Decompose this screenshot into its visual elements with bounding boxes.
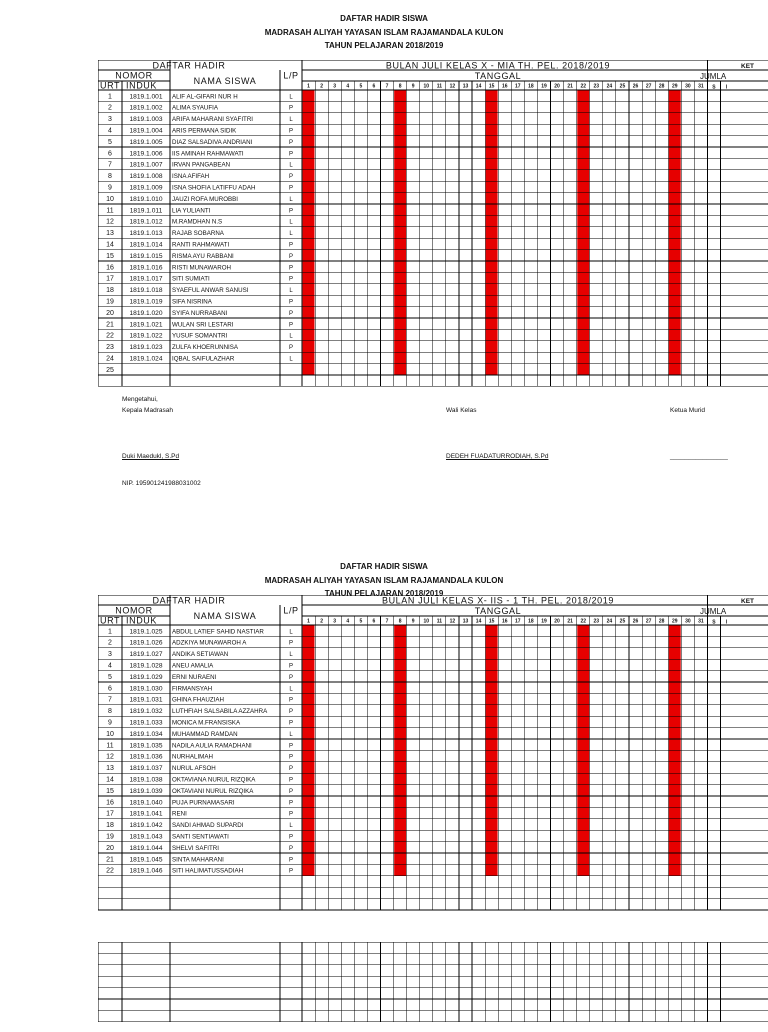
student-name: ADZKIYA MUNAWAROH A: [172, 639, 247, 647]
day-number: 1: [307, 618, 310, 625]
student-nis: 1819.1.026: [129, 639, 163, 647]
student-urt: 6: [108, 685, 112, 693]
attendance-table-3: [98, 942, 768, 1032]
student-name: SANDI AHMAD SUPARDI: [172, 822, 244, 830]
student-lp: P: [288, 777, 294, 784]
header-i: I: [725, 619, 728, 626]
student-nis: 1819.1.001: [129, 93, 163, 101]
day-number: 23: [593, 618, 600, 625]
header-daftar-hadir: DAFTAR HADIR: [152, 60, 226, 71]
header-induk: INDUK: [126, 615, 158, 626]
student-lp: P: [288, 674, 294, 681]
sig-mengetahui: Mengetahui,: [122, 396, 158, 403]
student-urt: 15: [106, 252, 114, 260]
student-lp: P: [288, 208, 294, 215]
student-lp: P: [288, 845, 294, 852]
student-name: JAUZI ROFA MUROBBI: [172, 195, 239, 203]
student-lp: P: [288, 345, 294, 352]
header-lp: L/P: [283, 70, 299, 81]
student-nis: 1819.1.022: [129, 332, 163, 340]
student-urt: 6: [108, 150, 112, 158]
student-urt: 19: [106, 833, 114, 841]
student-nis: 1819.1.042: [129, 822, 163, 830]
day-number: 26: [632, 618, 639, 625]
day-number: 13: [462, 618, 469, 625]
student-lp: L: [289, 231, 293, 238]
student-lp: P: [288, 265, 294, 272]
day-number: 2: [320, 618, 324, 625]
student-lp: L: [289, 731, 293, 738]
day-number: 4: [346, 83, 350, 90]
student-name: YUSUF SOMANTRI: [172, 332, 228, 340]
student-nis: 1819.1.020: [129, 309, 163, 317]
student-urt: 18: [106, 822, 114, 830]
header-tanggal: TANGGAL: [474, 606, 522, 616]
student-urt: 18: [106, 287, 114, 295]
student-nis: 1819.1.031: [129, 696, 163, 704]
student-name: SHELVI SAFITRI: [172, 844, 219, 852]
day-number: 25: [619, 618, 626, 625]
student-name: GHINA FHAUZIAH: [172, 696, 224, 704]
day-number: 15: [488, 83, 495, 90]
student-lp: L: [289, 219, 293, 226]
header-lp: L/P: [283, 605, 299, 616]
student-name: ZULFA KHOERUNNISA: [172, 344, 239, 352]
day-number: 2: [320, 83, 324, 90]
student-nis: 1819.1.038: [129, 776, 163, 784]
student-lp: P: [288, 788, 294, 795]
student-urt: 2: [108, 639, 112, 647]
student-name: LUTHFIAH SALSABILA AZZAHRA: [172, 708, 268, 716]
student-urt: 22: [106, 867, 114, 875]
student-name: SIFA NISRINA: [172, 298, 212, 306]
day-number: 17: [515, 618, 521, 625]
student-name: NURHALIMAH: [172, 753, 213, 761]
student-urt: 1: [108, 93, 112, 101]
student-urt: 16: [106, 799, 114, 807]
header-urt: URT: [100, 615, 121, 626]
header-tanggal: TANGGAL: [474, 71, 522, 81]
student-urt: 7: [108, 161, 112, 169]
student-name: RISTI MUNAWAROH: [172, 264, 232, 272]
sig-nip: NIP. 195901241988031002: [122, 480, 201, 487]
day-number: 15: [488, 618, 495, 625]
student-lp: P: [288, 242, 294, 249]
student-name: ISNA AFIFAH: [172, 173, 210, 181]
day-number: 7: [385, 83, 389, 90]
student-name: SANTI SENTIAWATI: [172, 833, 229, 841]
day-number: 3: [333, 83, 337, 90]
sig-kepala-title: Kepala Madrasah: [122, 407, 173, 414]
day-number: 4: [346, 618, 350, 625]
student-urt: 11: [106, 207, 114, 215]
student-urt: 14: [106, 776, 114, 784]
header-daftar-hadir: DAFTAR HADIR: [152, 595, 226, 606]
student-urt: 19: [106, 298, 114, 306]
student-name: ISNA SHOFIA LATIFFU ADAH: [172, 184, 256, 192]
header-bulan: BULAN JULI KELAS X- IIS - 1 TH. PEL. 2018/2019: [381, 595, 615, 606]
student-name: NADILA AULIA RAMADHANI: [172, 742, 252, 750]
student-lp: L: [289, 629, 293, 636]
header-s: S: [712, 84, 716, 91]
student-nis: 1819.1.043: [129, 833, 163, 841]
student-lp: P: [288, 310, 294, 317]
student-name: RAJAB SOBARNA: [172, 230, 224, 238]
school-year: TAHUN PELAJARAN 2018/2019: [324, 41, 444, 50]
day-number: 5: [359, 618, 363, 625]
student-urt: 10: [106, 730, 114, 738]
student-name: SYAEFUL ANWAR SANUSI: [172, 287, 249, 295]
student-lp: P: [288, 766, 294, 773]
student-name: LIA YULIANTI: [172, 207, 211, 215]
student-name: SYIFA NURRABANI: [172, 309, 228, 317]
student-name: OKTAVIANA NURUL RIZQIKA: [172, 776, 256, 784]
student-name: SITI SUMIATI: [172, 275, 210, 283]
student-lp: P: [288, 868, 294, 875]
student-nis: 1819.1.025: [129, 628, 163, 636]
day-number: 11: [436, 83, 442, 90]
student-urt: 14: [106, 241, 114, 249]
sig-ketua-name: ________________: [670, 453, 728, 460]
student-lp: P: [288, 139, 294, 146]
student-lp: L: [289, 196, 293, 203]
student-lp: L: [289, 652, 293, 659]
holiday-column: [577, 90, 589, 375]
student-name: IQBAL SAIFULAZHAR: [172, 355, 235, 363]
day-number: 5: [359, 83, 363, 90]
header-urt: URT: [100, 80, 121, 91]
student-name: NURUL AFSOH: [172, 765, 216, 773]
student-urt: 4: [108, 662, 112, 670]
day-number: 24: [606, 618, 613, 625]
student-urt: 8: [108, 708, 112, 716]
sig-wali-name: DEDEH FUADATURRODIAH, S.Pd: [446, 453, 549, 460]
day-number: 24: [606, 83, 613, 90]
student-urt: 24: [106, 355, 114, 363]
header-induk: INDUK: [126, 80, 158, 91]
student-nis: 1819.1.029: [129, 673, 163, 681]
student-lp: L: [289, 94, 293, 101]
student-name: ABDUL LATIEF SAHID NASTIAR: [172, 628, 264, 636]
student-urt: 1: [108, 628, 112, 636]
student-lp: P: [288, 151, 294, 158]
attendance-table-1: [98, 60, 768, 400]
day-number: 28: [658, 83, 665, 90]
student-nis: 1819.1.002: [129, 104, 163, 112]
day-number: 29: [671, 83, 678, 90]
day-number: 30: [685, 618, 691, 625]
day-number: 7: [385, 618, 389, 625]
day-number: 22: [580, 618, 587, 625]
student-nis: 1819.1.018: [129, 287, 163, 295]
sig-ketua-title: Ketua Murid: [670, 407, 706, 414]
student-urt: 17: [106, 810, 114, 818]
student-lp: P: [288, 128, 294, 135]
day-number: 17: [515, 83, 521, 90]
student-nis: 1819.1.039: [129, 787, 163, 795]
day-number: 11: [436, 618, 442, 625]
student-urt: 5: [108, 673, 112, 681]
day-number: 27: [645, 618, 652, 625]
student-lp: P: [288, 640, 294, 647]
day-number: 20: [554, 618, 560, 625]
day-number: 28: [658, 618, 665, 625]
holiday-column: [486, 90, 498, 375]
student-nis: 1819.1.044: [129, 844, 163, 852]
student-nis: 1819.1.007: [129, 161, 163, 169]
day-number: 21: [567, 83, 573, 90]
student-urt: 20: [106, 309, 114, 317]
day-number: 20: [554, 83, 560, 90]
student-lp: P: [288, 253, 294, 260]
student-name: M.RAMDHAN N.S: [172, 218, 223, 226]
title-block-1: [0, 12, 768, 53]
student-nis: 1819.1.009: [129, 184, 163, 192]
student-name: RANTI RAHMAWATI: [172, 241, 230, 249]
student-urt: 13: [106, 230, 114, 238]
student-urt: 13: [106, 765, 114, 773]
student-name: MONICA M.FRANSISKA: [172, 719, 241, 727]
student-name: OKTAVIANI NURUL RIZQIKA: [172, 787, 254, 795]
student-lp: P: [288, 709, 294, 716]
student-lp: L: [289, 686, 293, 693]
student-urt: 9: [108, 184, 112, 192]
student-name: SITI HALIMATUSSADIAH: [172, 867, 244, 875]
day-number: 6: [372, 618, 376, 625]
student-nis: 1819.1.035: [129, 742, 163, 750]
student-lp: P: [288, 174, 294, 181]
student-lp: P: [288, 276, 294, 283]
student-name: ALIF AL-GIFARI NUR H: [172, 93, 238, 101]
student-nis: 1819.1.005: [129, 138, 163, 146]
day-number: 14: [475, 618, 482, 625]
header-i: I: [725, 84, 728, 91]
student-name: FIRMANSYAH: [172, 685, 213, 693]
day-number: 10: [423, 83, 430, 90]
attendance-table-2: [98, 595, 768, 935]
student-lp: P: [288, 299, 294, 306]
student-urt: 12: [106, 753, 114, 761]
student-name: IRVAN PANGABEAN: [172, 161, 231, 169]
student-urt: 11: [106, 742, 114, 750]
student-urt: 2: [108, 104, 112, 112]
student-nis: 1819.1.019: [129, 298, 163, 306]
day-number: 19: [541, 618, 547, 625]
student-lp: P: [288, 857, 294, 864]
student-nis: 1819.1.037: [129, 765, 163, 773]
header-s: S: [712, 619, 716, 626]
holiday-column: [303, 90, 315, 375]
student-name: RISMA AYU RABBANI: [172, 252, 234, 260]
student-lp: P: [288, 322, 294, 329]
day-number: 23: [593, 83, 600, 90]
day-number: 19: [541, 83, 547, 90]
student-lp: P: [288, 834, 294, 841]
student-nis: 1819.1.006: [129, 150, 163, 158]
student-name: WULAN SRI LESTARI: [172, 321, 234, 329]
student-nis: 1819.1.036: [129, 753, 163, 761]
day-number: 30: [685, 83, 691, 90]
student-urt: 15: [106, 787, 114, 795]
header-jumlah: JUMLA: [700, 607, 727, 616]
student-name: MUHAMMAD RAMDAN: [172, 730, 238, 738]
day-number: 16: [501, 83, 508, 90]
student-lp: P: [288, 720, 294, 727]
holiday-column: [394, 90, 406, 375]
student-nis: 1819.1.010: [129, 195, 163, 203]
student-name: ANDIKA SETIAWAN: [172, 651, 229, 659]
student-nis: 1819.1.024: [129, 355, 163, 363]
student-urt: 7: [108, 696, 112, 704]
student-name: SINTA MAHARANI: [172, 856, 224, 864]
student-lp: P: [288, 697, 294, 704]
student-lp: P: [288, 800, 294, 807]
student-nis: 1819.1.014: [129, 241, 163, 249]
student-name: ALIMA SYAUFIA: [172, 104, 218, 112]
day-number: 13: [462, 83, 469, 90]
student-nis: 1819.1.046: [129, 867, 163, 875]
day-number: 27: [645, 83, 652, 90]
sig-wali-title: Wali Kelas: [446, 407, 477, 414]
student-nis: 1819.1.017: [129, 275, 163, 283]
student-nis: 1819.1.041: [129, 810, 163, 818]
day-number: 29: [671, 618, 678, 625]
day-number: 18: [528, 618, 534, 625]
student-urt: 4: [108, 127, 112, 135]
student-lp: P: [288, 811, 294, 818]
student-nis: 1819.1.032: [129, 708, 163, 716]
student-urt: 12: [106, 218, 114, 226]
student-urt: 3: [108, 116, 112, 124]
day-number: 31: [698, 618, 704, 625]
student-urt: 8: [108, 173, 112, 181]
student-nis: 1819.1.003: [129, 116, 163, 124]
sig-kepala-name: Duki Maedukl, S.Pd: [122, 453, 180, 460]
doc-title: DAFTAR HADIR SISWA: [340, 14, 428, 23]
day-number: 12: [449, 618, 456, 625]
header-nama-siswa: NAMA SISWA: [193, 611, 257, 621]
student-lp: P: [288, 185, 294, 192]
student-nis: 1819.1.016: [129, 264, 163, 272]
student-nis: 1819.1.045: [129, 856, 163, 864]
student-nis: 1819.1.004: [129, 127, 163, 135]
day-number: 14: [475, 83, 482, 90]
day-number: 6: [372, 83, 376, 90]
student-nis: 1819.1.040: [129, 799, 163, 807]
student-nis: 1819.1.011: [129, 207, 163, 215]
header-nomor: NOMOR: [115, 70, 153, 81]
day-number: 31: [698, 83, 704, 90]
student-name: ARIFA MAHARANI SYAFITRI: [172, 116, 254, 124]
student-lp: L: [289, 162, 293, 169]
student-urt: 20: [106, 844, 114, 852]
student-nis: 1819.1.023: [129, 344, 163, 352]
student-nis: 1819.1.034: [129, 730, 163, 738]
student-nis: 1819.1.013: [129, 230, 163, 238]
day-number: 9: [411, 83, 415, 90]
header-ket: KET: [741, 63, 754, 70]
student-nis: 1819.1.030: [129, 685, 163, 693]
student-lp: L: [289, 823, 293, 830]
header-bulan: BULAN JULI KELAS X - MIA TH. PEL. 2018/2019: [385, 60, 611, 71]
student-urt: 9: [108, 719, 112, 727]
student-name: ARIS PERMANA SIDIK: [172, 127, 237, 135]
header-nama-siswa: NAMA SISWA: [193, 76, 257, 86]
student-urt: 16: [106, 264, 114, 272]
student-urt: 23: [106, 344, 114, 352]
student-nis: 1819.1.028: [129, 662, 163, 670]
header-ket: KET: [741, 598, 754, 605]
student-nis: 1819.1.027: [129, 651, 163, 659]
student-lp: P: [288, 754, 294, 761]
day-number: 10: [423, 618, 430, 625]
student-nis: 1819.1.033: [129, 719, 163, 727]
student-lp: P: [288, 105, 294, 112]
student-urt: 10: [106, 195, 114, 203]
school-name: MADRASAH ALIYAH YAYASAN ISLAM RAJAMANDALA KULON: [264, 575, 504, 585]
student-name: RENI: [172, 810, 187, 818]
day-number: 21: [567, 618, 573, 625]
student-urt: 17: [106, 275, 114, 283]
student-name: DIAZ SALSADIVA ANDRIANI: [172, 138, 253, 146]
student-name: PUJA PURNAMASARI: [172, 799, 235, 807]
day-number: 1: [307, 83, 310, 90]
student-urt: 21: [106, 321, 114, 329]
student-urt: 22: [106, 332, 114, 340]
day-number: 12: [449, 83, 456, 90]
student-lp: L: [289, 117, 293, 124]
student-urt: 5: [108, 138, 112, 146]
day-number: 9: [411, 618, 415, 625]
day-number: 16: [501, 618, 508, 625]
student-nis: 1819.1.012: [129, 218, 163, 226]
student-nis: 1819.1.015: [129, 252, 163, 260]
day-number: 22: [580, 83, 587, 90]
day-number: 3: [333, 618, 337, 625]
student-name: IIS AMINAH RAHMAWATI: [172, 150, 244, 158]
student-urt: 25: [106, 366, 114, 374]
student-urt: 3: [108, 651, 112, 659]
day-number: 8: [398, 618, 402, 625]
student-name: ANEU AMALIA: [172, 662, 214, 670]
holiday-column: [669, 90, 681, 375]
student-lp: L: [289, 333, 293, 340]
student-lp: L: [289, 288, 293, 295]
student-urt: 21: [106, 856, 114, 864]
doc-title: DAFTAR HADIR SISWA: [340, 562, 428, 571]
student-nis: 1819.1.021: [129, 321, 163, 329]
day-number: 8: [398, 83, 402, 90]
student-name: ERNI NURAENI: [172, 673, 217, 681]
student-lp: L: [289, 356, 293, 363]
day-number: 26: [632, 83, 639, 90]
student-nis: 1819.1.008: [129, 173, 163, 181]
school-name: MADRASAH ALIYAH YAYASAN ISLAM RAJAMANDALA KULON: [264, 27, 504, 37]
student-lp: P: [288, 743, 294, 750]
day-number: 18: [528, 83, 534, 90]
student-lp: P: [288, 663, 294, 670]
day-number: 25: [619, 83, 626, 90]
school-year: TAHUN PELAJARAN 2018/2019: [324, 589, 444, 598]
header-nomor: NOMOR: [115, 605, 153, 616]
header-jumlah: JUMLA: [700, 72, 727, 81]
